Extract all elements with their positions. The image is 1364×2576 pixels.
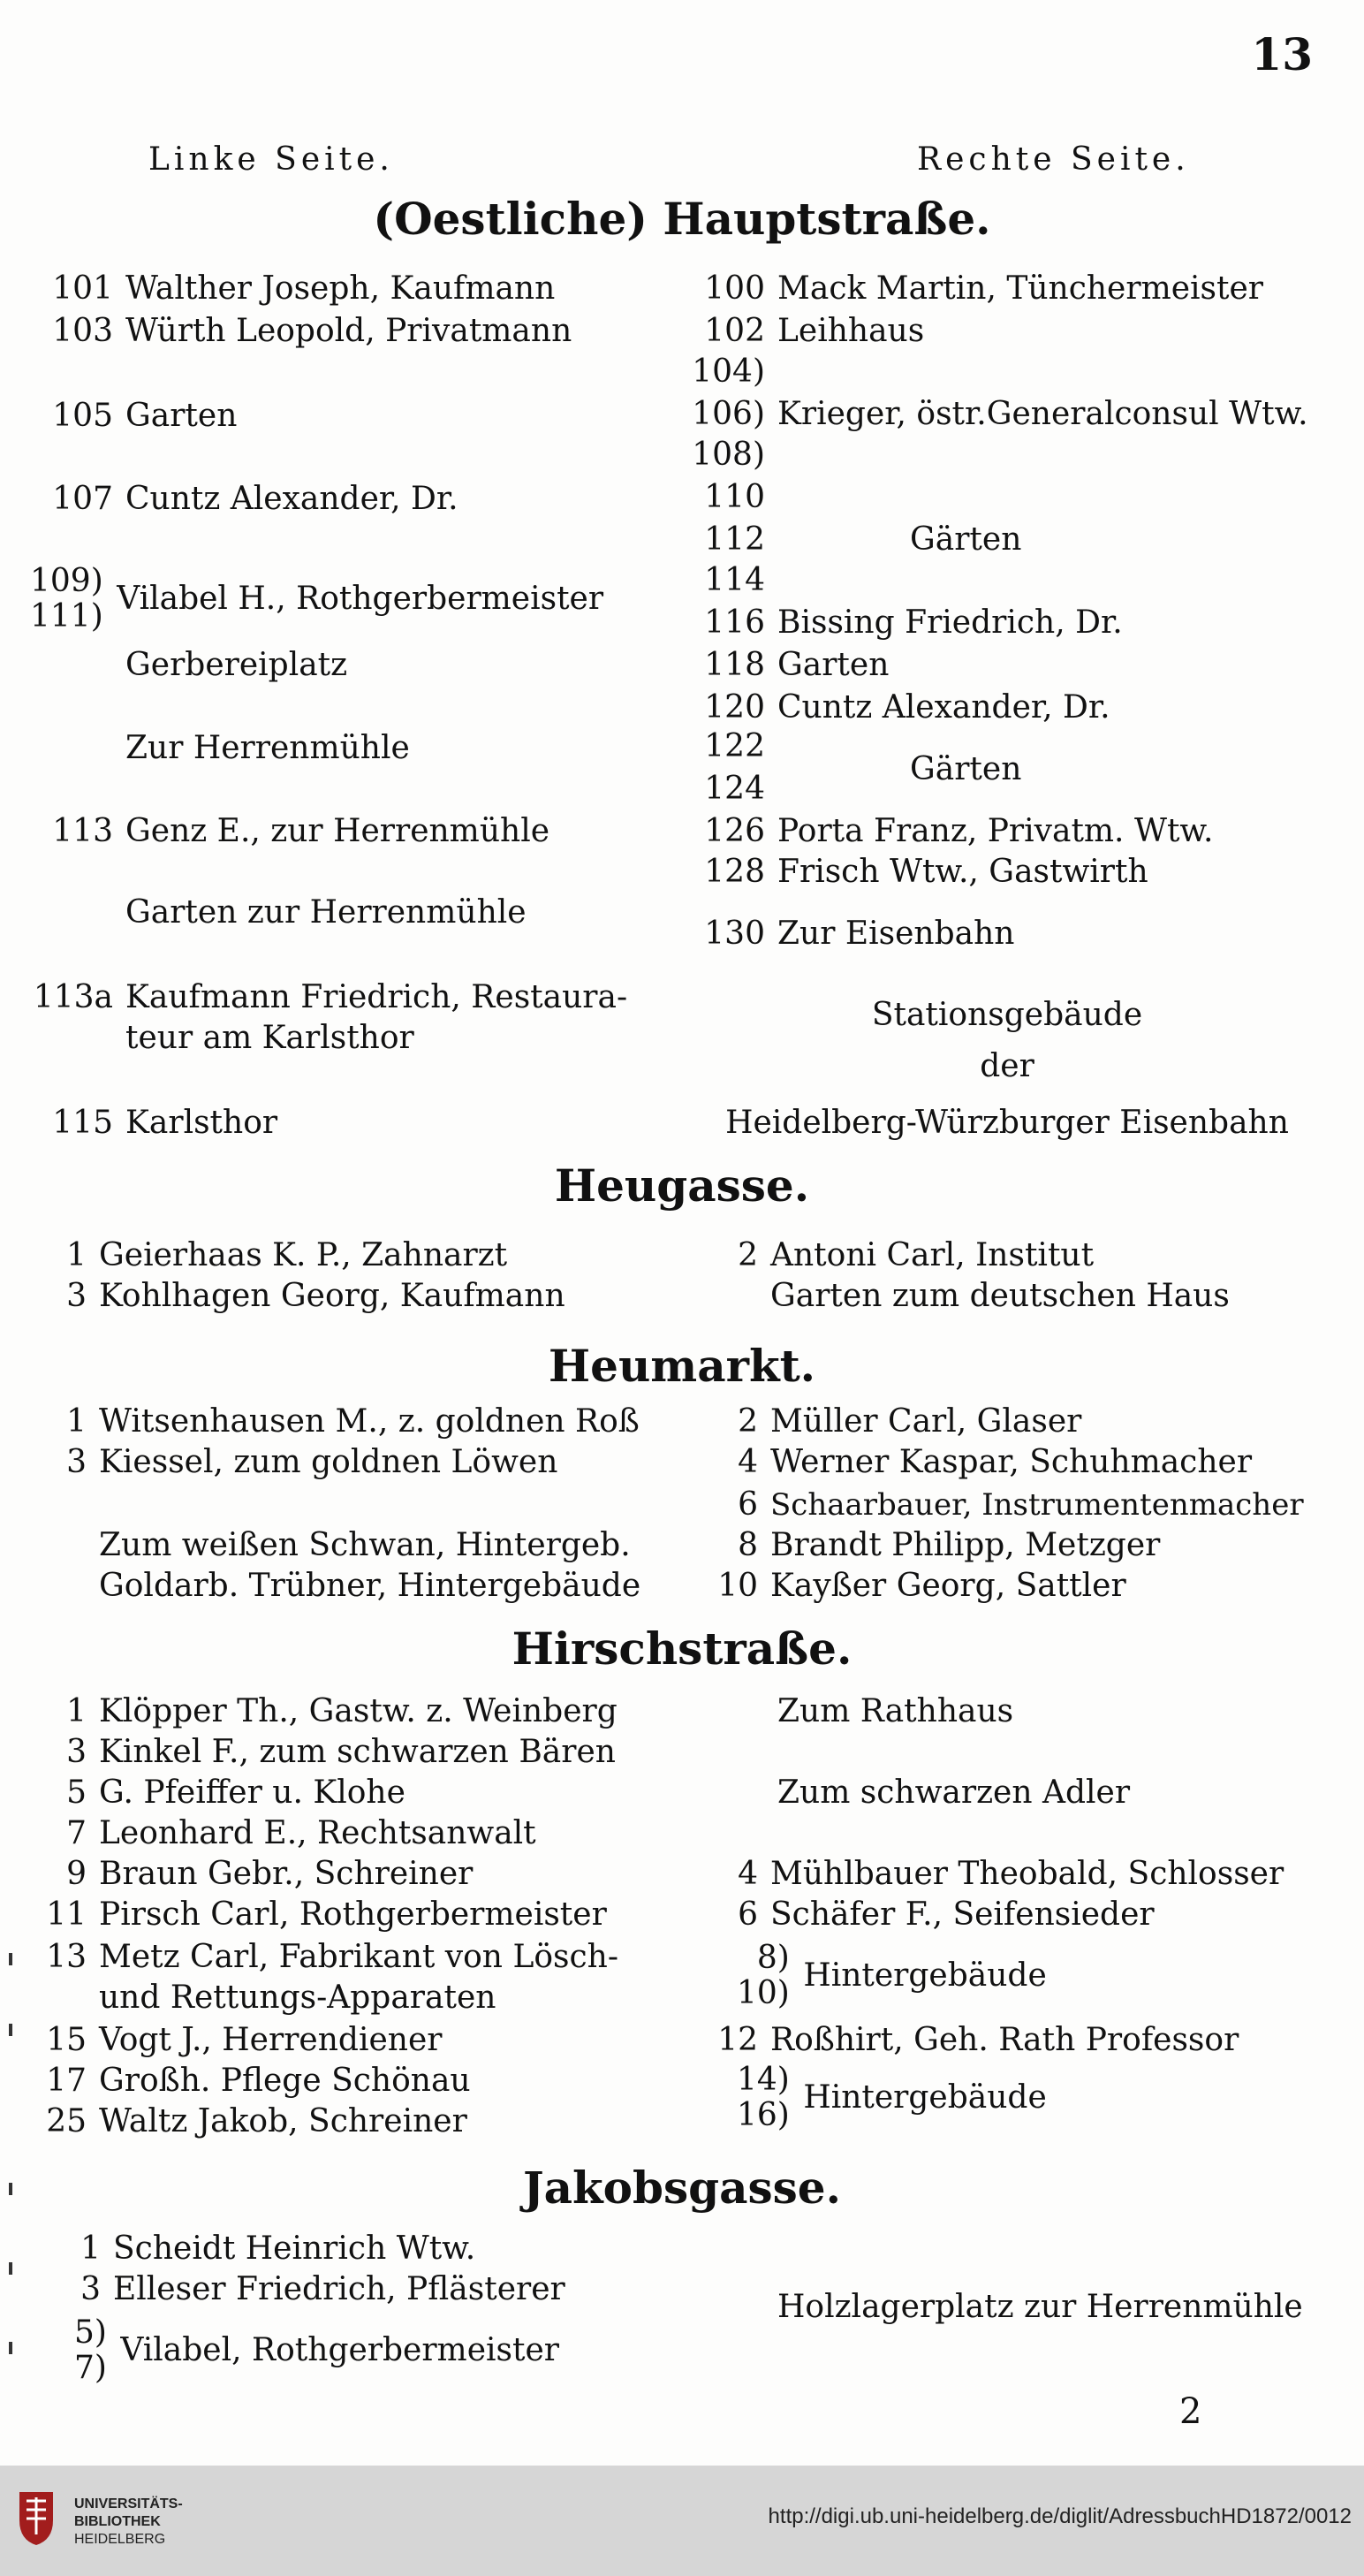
house-number: 10) (737, 1975, 790, 2011)
logo-line: BIBLIOTHEK (74, 2514, 161, 2529)
address-row (25, 1527, 631, 1563)
house-number: 107 (52, 481, 113, 517)
source-url-link[interactable]: http://digi.ub.uni-heidelberg.de/diglit/AdressbuchHD1872/0012 (768, 2504, 1352, 2528)
address-row (25, 1815, 536, 1851)
bracketed-address-row (30, 564, 603, 635)
address-row (687, 854, 1148, 890)
address-row (25, 1568, 640, 1604)
resident-entry: Cuntz Alexander, Dr. (125, 481, 458, 517)
house-number-group (737, 1941, 790, 2011)
house-number: 124 (704, 771, 765, 807)
house-number: 100 (704, 270, 765, 307)
resident-entry: Holzlagerplatz zur Herrenmühle (777, 2289, 1303, 2325)
left-side-label: Linke Seite. (148, 141, 394, 178)
address-row (680, 1278, 1230, 1314)
house-number: 120 (704, 689, 765, 726)
resident-entry: Frisch Wtw., Gastwirth (777, 854, 1148, 890)
station-line: Stationsgebäude (871, 997, 1143, 1033)
house-number: 17 (46, 2063, 87, 2099)
address-row (25, 1693, 618, 1729)
house-number: 7) (74, 2350, 107, 2386)
house-number: 4 (738, 1856, 758, 1892)
house-number: 128 (704, 854, 765, 890)
address-row (687, 270, 1263, 307)
house-number: 1 (66, 1237, 87, 1273)
house-number: 130 (704, 916, 765, 952)
address-row (27, 647, 347, 683)
house-number: 9 (66, 1856, 87, 1892)
station-line: der (980, 1048, 1034, 1084)
house-number: 101 (52, 270, 113, 307)
bracketed-address-row (74, 2315, 559, 2386)
house-number: 3 (66, 1444, 87, 1480)
resident-entry: Porta Franz, Privatm. Wtw. (777, 813, 1214, 849)
address-row (27, 1105, 277, 1141)
resident-entry: Zur Herrenmühle (125, 730, 410, 766)
house-number: 25 (46, 2103, 87, 2139)
address-row (25, 1278, 565, 1314)
house-number: 15 (46, 2022, 87, 2058)
address-row (25, 2063, 471, 2099)
resident-entry: Hintergebäude (803, 1957, 1047, 1994)
house-number: 12 (717, 2022, 758, 2058)
resident-entry: Genz E., zur Herrenmühle (125, 813, 550, 849)
address-row (687, 313, 924, 349)
signature-mark: 2 (1179, 2391, 1202, 2432)
address-row (27, 270, 555, 307)
house-number: 13 (46, 1939, 87, 1975)
house-number: 3 (66, 1734, 87, 1770)
resident-entry: Krieger, östr.Generalconsul Wtw. (777, 396, 1308, 432)
address-row (687, 771, 777, 807)
address-row (687, 647, 889, 683)
resident-entry: Würth Leopold, Privatmann (125, 313, 572, 349)
resident-entry: Waltz Jakob, Schreiner (99, 2103, 467, 2139)
address-row (25, 1734, 616, 1770)
house-number: 108) (692, 437, 765, 473)
right-side-label: Rechte Seite. (917, 141, 1190, 178)
house-number: 5 (66, 1774, 87, 1811)
address-row (27, 398, 237, 434)
resident-entry: Bissing Friedrich, Dr. (777, 604, 1123, 641)
resident-entry: Kayßer Georg, Sattler (770, 1568, 1126, 1604)
house-number: 109 (30, 563, 91, 599)
resident-entry: Vilabel H., Rothgerbermeister (117, 581, 604, 617)
address-row (680, 1486, 1304, 1523)
house-number: 118 (704, 647, 765, 683)
margin-mark (9, 2262, 12, 2275)
resident-entry: Müller Carl, Glaser (770, 1403, 1082, 1440)
bracketed-address-row (737, 2063, 1047, 2133)
resident-entry: Leihhaus (777, 313, 925, 349)
address-row (687, 479, 777, 515)
address-row (687, 813, 1213, 849)
house-number: 113a (33, 979, 113, 1015)
logo-line: UNIVERSITÄTS- (74, 2496, 183, 2511)
resident-entry: Vogt J., Herrendiener (99, 2022, 443, 2058)
address-row (27, 894, 527, 931)
resident-entry: Cuntz Alexander, Dr. (777, 689, 1110, 726)
address-row (680, 1896, 1155, 1933)
resident-entry: Antoni Carl, Institut (770, 1237, 1095, 1273)
resident-entry: Großh. Pflege Schönau (99, 2063, 471, 2099)
address-row (680, 1527, 1160, 1563)
resident-entry: Goldarb. Trübner, Hintergebäude (99, 1568, 641, 1604)
resident-entry: Elleser Friedrich, Pflästerer (113, 2271, 565, 2307)
house-number: 10 (717, 1568, 758, 1604)
resident-entry: teur am Karlsthor (125, 1020, 414, 1056)
address-row (25, 1237, 507, 1273)
resident-entry: Roßhirt, Geh. Rath Professor (770, 2022, 1239, 2058)
house-number: 1 (66, 1693, 87, 1729)
address-row (687, 521, 1021, 558)
street-heading-hirschstrasse: Hirschstraße. (512, 1622, 852, 1675)
address-row (25, 1979, 496, 2016)
resident-entry: Brandt Philipp, Metzger (770, 1527, 1161, 1563)
address-row (39, 2271, 565, 2307)
address-row (680, 1237, 1094, 1273)
resident-entry: Zum schwarzen Adler (777, 1774, 1131, 1811)
resident-entry: Werner Kaspar, Schuhmacher (770, 1444, 1253, 1480)
resident-entry: Klöpper Th., Gastw. z. Weinberg (99, 1693, 618, 1729)
address-row (680, 2022, 1239, 2058)
resident-entry: Zur Eisenbahn (777, 916, 1015, 952)
house-number-group: 109) 111) (30, 563, 103, 635)
resident-entry: Mühlbauer Theobald, Schlosser (770, 1856, 1284, 1892)
resident-entry: Zum weißen Schwan, Hintergeb. (99, 1527, 631, 1563)
resident-entry: Pirsch Carl, Rothgerbermeister (99, 1896, 607, 1933)
street-heading-jakobsgasse: Jakobsgasse. (522, 2162, 842, 2214)
bracketed-address-row (737, 1941, 1047, 2011)
house-number: 106) (692, 396, 765, 432)
margin-mark (9, 2342, 12, 2354)
resident-entry: Geierhaas K. P., Zahnarzt (99, 1237, 508, 1273)
resident-entry: und Rettungs-Apparaten (99, 1979, 496, 2016)
resident-entry: Gärten (910, 751, 1022, 787)
university-seal-icon (16, 2485, 57, 2547)
address-row (680, 1403, 1081, 1440)
street-heading-hauptstrasse: (Oestliche) Hauptstraße. (373, 193, 991, 245)
margin-mark (9, 2024, 12, 2036)
house-number: 6 (738, 1486, 758, 1523)
house-number: 112 (704, 521, 765, 558)
address-row (687, 396, 1308, 432)
station-line: Heidelberg-Würzburger Eisenbahn (725, 1105, 1289, 1141)
house-number-group (737, 2063, 790, 2133)
resident-entry: Kiessel, zum goldnen Löwen (99, 1444, 558, 1480)
margin-mark (9, 2183, 12, 2195)
resident-entry: Mack Martin, Tünchermeister (777, 270, 1263, 307)
house-number: 1 (66, 1403, 87, 1440)
house-number: 11 (46, 1896, 87, 1933)
house-number: 5) (74, 2314, 107, 2351)
house-number: 103 (52, 313, 113, 349)
house-number: 115 (52, 1105, 113, 1141)
address-row (27, 313, 572, 349)
resident-entry: Kohlhagen Georg, Kaufmann (99, 1278, 565, 1314)
resident-entry: Gärten (910, 521, 1022, 558)
address-row (25, 1444, 557, 1480)
resident-entry: Hintergebäude (803, 2079, 1047, 2116)
resident-entry: Garten (125, 398, 238, 434)
house-number: 16) (737, 2097, 790, 2133)
house-number: 126 (704, 813, 765, 849)
address-row (25, 1896, 607, 1933)
address-row (687, 437, 777, 473)
house-number: 116 (704, 604, 765, 641)
resident-entry: Walther Joseph, Kaufmann (125, 270, 556, 307)
address-row (27, 481, 458, 517)
house-number: 3 (80, 2271, 101, 2307)
address-row (680, 1568, 1126, 1604)
resident-entry: Kinkel F., zum schwarzen Bären (99, 1734, 616, 1770)
resident-entry: G. Pfeiffer u. Klohe (99, 1774, 405, 1811)
street-heading-heugasse: Heugasse. (554, 1159, 810, 1212)
house-number: 2 (738, 1237, 758, 1273)
address-row (680, 1444, 1252, 1480)
house-number: 7 (66, 1815, 87, 1851)
house-number-group (74, 2315, 107, 2386)
house-number: 4 (738, 1444, 758, 1480)
resident-entry: Zum Rathhaus (777, 1693, 1014, 1729)
address-row (25, 2103, 467, 2139)
house-number: 2 (738, 1403, 758, 1440)
address-row (25, 1939, 618, 1975)
address-row (777, 1774, 1130, 1811)
margin-mark (9, 1953, 12, 1965)
house-number: 113 (52, 813, 113, 849)
address-row (687, 353, 777, 390)
house-number: 122 (704, 728, 765, 764)
address-row (27, 979, 627, 1015)
address-row (25, 2022, 442, 2058)
resident-entry: Scheidt Heinrich Wtw. (113, 2230, 476, 2267)
house-number: 111 (30, 598, 91, 635)
address-row (27, 1020, 414, 1056)
house-number: 110 (704, 479, 765, 515)
resident-entry: Braun Gebr., Schreiner (99, 1856, 474, 1892)
resident-entry: Kaufmann Friedrich, Restaura- (125, 979, 628, 1015)
house-number: 14) (737, 2062, 790, 2098)
house-number: 8 (738, 1527, 758, 1563)
house-number: 6 (738, 1896, 758, 1933)
house-number: 102 (704, 313, 765, 349)
house-number: 104) (692, 353, 765, 390)
address-row (687, 689, 1110, 726)
logo-line: HEIDELBERG (74, 2532, 166, 2547)
address-row (680, 1856, 1284, 1892)
resident-entry: Karlsthor (125, 1105, 278, 1141)
resident-entry: Schaarbauer, Instrumentenmacher (770, 1487, 1304, 1523)
street-heading-heumarkt: Heumarkt. (548, 1340, 816, 1392)
resident-entry: Garten zum deutschen Haus (770, 1278, 1230, 1314)
house-number: 105 (52, 398, 113, 434)
address-row (27, 730, 410, 766)
resident-entry: Witsenhausen M., z. goldnen Roß (99, 1403, 640, 1440)
address-row (687, 562, 777, 598)
address-row (25, 1856, 473, 1892)
address-row (777, 1693, 1013, 1729)
library-logo-text (74, 2496, 183, 2549)
address-row (777, 2289, 1303, 2325)
resident-entry: Schäfer F., Seifensieder (770, 1896, 1155, 1933)
resident-entry: Leonhard E., Rechtsanwalt (99, 1815, 536, 1851)
resident-entry: Gerbereiplatz (125, 647, 348, 683)
house-number: 3 (66, 1278, 87, 1314)
address-row (687, 604, 1123, 641)
address-row (27, 813, 549, 849)
resident-entry: Garten zur Herrenmühle (125, 894, 527, 931)
resident-entry: Garten (777, 647, 890, 683)
address-row (687, 916, 1015, 952)
page-number: 13 (1251, 28, 1313, 80)
address-row (39, 2230, 475, 2267)
resident-entry: Vilabel, Rothgerbermeister (120, 2332, 559, 2368)
address-row (25, 1774, 405, 1811)
address-row (25, 1403, 640, 1440)
resident-entry: Metz Carl, Fabrikant von Lösch- (99, 1939, 619, 1975)
house-number: 1 (80, 2230, 101, 2267)
house-number: 8) (756, 1940, 790, 1976)
house-number: 114 (704, 562, 765, 598)
viewer-footer (0, 2466, 1364, 2576)
